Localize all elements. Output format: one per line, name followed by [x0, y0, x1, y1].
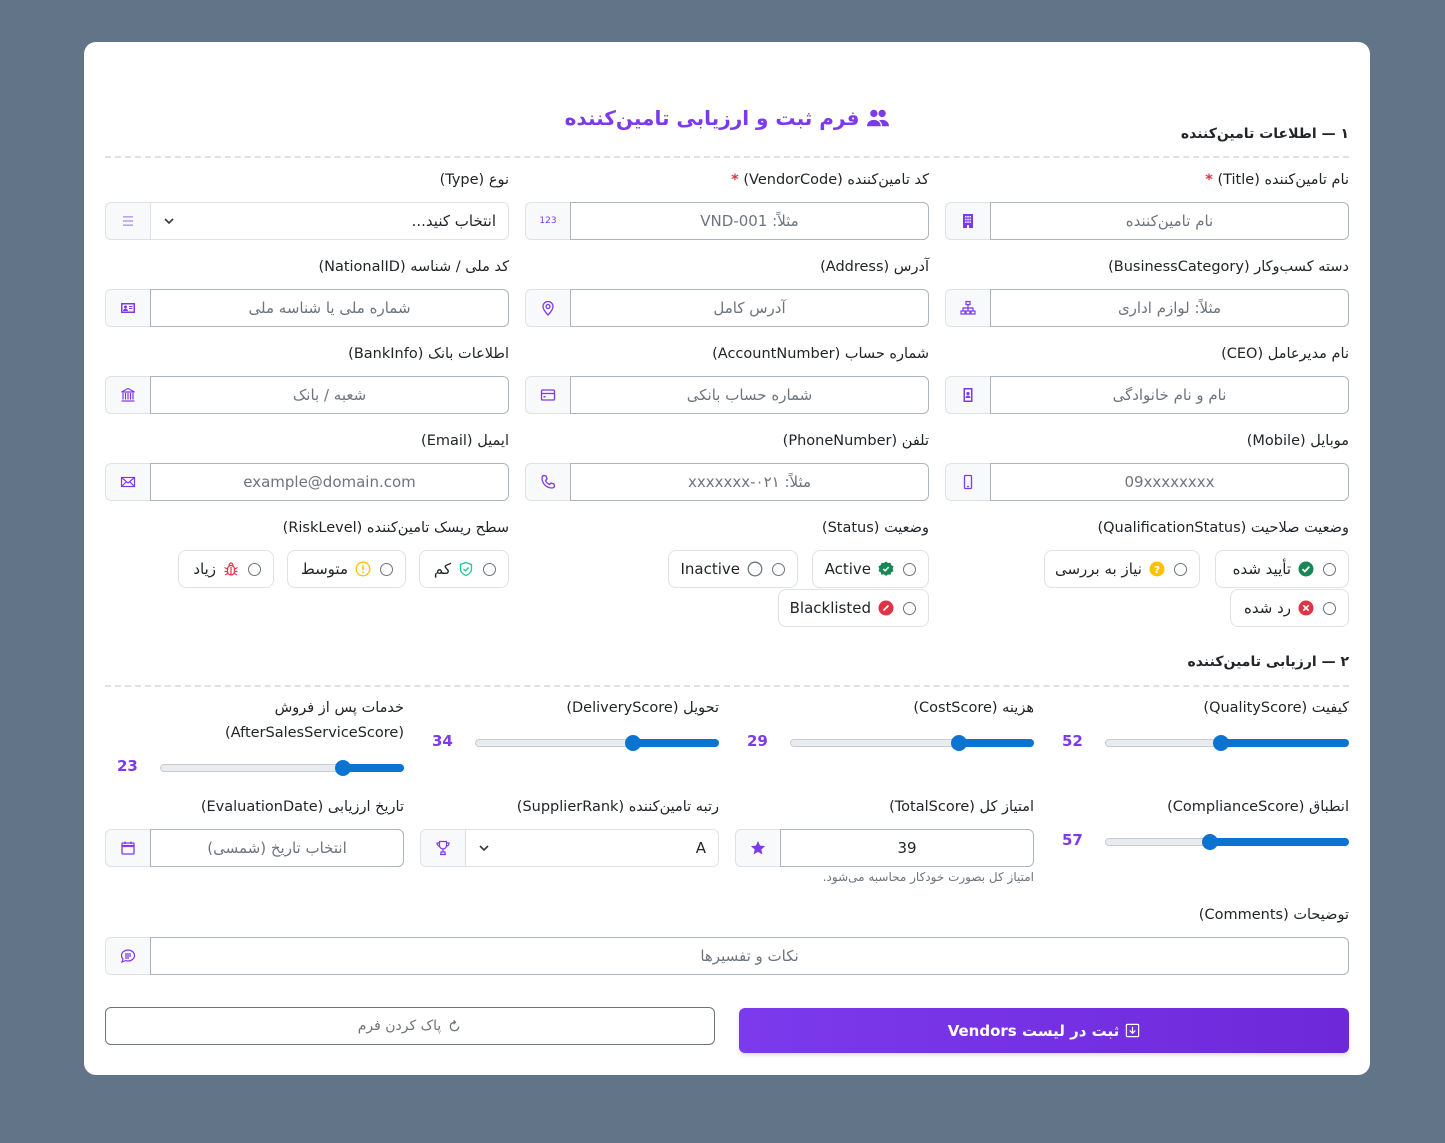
chevron-down-icon [478, 842, 490, 854]
field-qualification-status [946, 518, 1349, 538]
delivery-score-label: تحویل (DeliveryScore) [566, 700, 719, 716]
status-option-blacklisted[interactable] [778, 589, 929, 627]
type-select[interactable] [150, 202, 509, 240]
field-compliance-score [1106, 797, 1349, 817]
delivery-score-value: 34 [432, 732, 453, 750]
status-option-inactive[interactable] [668, 550, 798, 588]
quality-score-slider[interactable] [1105, 739, 1349, 747]
telephone-icon [525, 463, 570, 501]
type-label: نوع (Type) [439, 172, 509, 188]
field-status [526, 518, 929, 538]
account-number-input-group [525, 376, 929, 414]
star-icon [735, 829, 780, 867]
total-score-input-group [735, 829, 1034, 867]
qualification-option-rejected[interactable] [1230, 589, 1349, 627]
qualification-status-label: وضعیت صلاحیت (QualificationStatus) [1097, 520, 1349, 536]
field-total-score [735, 797, 1034, 817]
phone-input-group [525, 463, 929, 501]
type-input-group [105, 202, 509, 240]
envelope-icon [105, 463, 150, 501]
cost-score-label: هزینه (CostScore) [913, 700, 1034, 716]
risk-option-low[interactable] [419, 550, 509, 588]
radio-button[interactable] [483, 563, 496, 576]
vendor-code-input[interactable]: مثلاً: VND-001 [570, 202, 929, 240]
option-label: کم [433, 560, 451, 578]
evaluation-date-label: تاریخ ارزیابی (EvaluationDate) [200, 799, 404, 815]
slider-thumb[interactable] [625, 735, 641, 751]
title-input-group [945, 202, 1349, 240]
svg-text:?: ? [1154, 565, 1160, 576]
option-label: رد شده [1244, 599, 1291, 617]
quality-score-label: کیفیت (QualityScore) [1203, 700, 1349, 716]
compliance-score-slider[interactable] [1105, 838, 1349, 846]
slash-circle-icon [878, 600, 894, 616]
radio-button[interactable] [1174, 563, 1187, 576]
bank-info-input-group [105, 376, 509, 414]
mobile-input-group [945, 463, 1349, 501]
slider-thumb[interactable] [1213, 735, 1229, 751]
radio-button[interactable] [772, 563, 785, 576]
business-category-input-group [945, 289, 1349, 327]
phone-label: تلفن (PhoneNumber) [782, 433, 929, 449]
check-circle-icon [1298, 561, 1314, 577]
national-id-label: کد ملی / شناسه (NationalID) [318, 259, 509, 275]
email-input[interactable]: example@domain.com [150, 463, 509, 501]
phone-icon [945, 463, 990, 501]
section-divider [105, 156, 1349, 158]
national-id-input[interactable]: شماره ملی یا شناسه ملی [150, 289, 509, 327]
radio-button[interactable] [1323, 563, 1336, 576]
reset-button-label: پاک کردن فرم [357, 1018, 442, 1034]
shield-check-icon [458, 561, 474, 577]
business-category-input[interactable]: مثلاً: لوازم اداری [990, 289, 1349, 327]
national-id-input-group [105, 289, 509, 327]
section-1-title: ۱ — اطلاعات تامین‌کننده [1180, 126, 1349, 142]
mobile-label: موبایل (Mobile) [1246, 433, 1349, 449]
field-bank-info [106, 344, 509, 364]
submit-button-label: ثبت در لیست Vendors [947, 1021, 1120, 1040]
slider-thumb[interactable] [951, 735, 967, 751]
field-address [526, 257, 929, 277]
patch-check-icon [878, 561, 894, 577]
vendor-code-input-group [525, 202, 929, 240]
comments-input[interactable]: نکات و تفسیرها [150, 937, 1349, 975]
after-sales-label: خدمات پس از فروش [274, 700, 404, 716]
field-account-number [526, 344, 929, 364]
radio-button[interactable] [1323, 602, 1336, 615]
business-category-label: دسته کسب‌وکار (BusinessCategory) [1108, 259, 1349, 275]
quality-score-value: 52 [1062, 732, 1083, 750]
x-circle-icon [1298, 600, 1314, 616]
field-cost-score [791, 698, 1034, 718]
id-card-icon [105, 289, 150, 327]
section-divider [105, 685, 1349, 687]
building-icon [945, 202, 990, 240]
supplier-rank-label: رتبه تامین‌کننده (SupplierRank) [516, 799, 719, 815]
field-email [106, 431, 509, 451]
field-mobile [946, 431, 1349, 451]
field-supplier-rank [420, 797, 719, 817]
total-score-label: امتیاز کل (TotalScore) [889, 799, 1034, 815]
address-label: آدرس (Address) [820, 259, 929, 275]
ceo-input-group [945, 376, 1349, 414]
radio-button[interactable] [903, 602, 916, 615]
field-national-id [106, 257, 509, 277]
email-input-group [105, 463, 509, 501]
cost-score-slider[interactable] [790, 739, 1034, 747]
bank-info-label: اطلاعات بانک (BankInfo) [348, 346, 509, 362]
ceo-input[interactable]: نام و نام خانوادگی [990, 376, 1349, 414]
compliance-score-value: 57 [1062, 831, 1083, 849]
evaluation-date-input-group [105, 829, 404, 867]
address-input-group [525, 289, 929, 327]
field-phone [526, 431, 929, 451]
after-sales-score-value: 23 [117, 757, 138, 775]
question-circle-icon [1149, 561, 1165, 577]
mobile-input[interactable]: 09xxxxxxxx [990, 463, 1349, 501]
field-risk-level [106, 518, 509, 538]
title-input[interactable]: نام تامین‌کننده [990, 202, 1349, 240]
chat-icon [105, 937, 150, 975]
slider-thumb[interactable] [335, 760, 351, 776]
required-marker: * [1205, 172, 1213, 188]
required-marker: * [731, 172, 739, 188]
option-label: Active [824, 560, 871, 578]
after-sales-label-en: (AfterSalesServiceScore) [225, 725, 404, 741]
compliance-score-label: انطباق (ComplianceScore) [1167, 799, 1349, 815]
form-title [84, 106, 1370, 130]
risk-level-label: سطح ریسک تامین‌کننده (RiskLevel) [282, 520, 509, 536]
bank-icon [105, 376, 150, 414]
download-icon [1125, 1023, 1140, 1038]
total-score-help: امتیاز کل بصورت خودکار محاسبه می‌شود. [822, 870, 1034, 884]
radio-button[interactable] [903, 563, 916, 576]
field-after-sales-score [161, 698, 404, 743]
field-ceo [946, 344, 1349, 364]
ceo-label: نام مدیرعامل (CEO) [1221, 346, 1349, 362]
comments-input-group [105, 937, 1349, 975]
section-2-title: ۲ — ارزیابی تامین‌کننده [1187, 654, 1349, 670]
field-quality-score [1106, 698, 1349, 718]
exclamation-circle-icon [355, 561, 371, 577]
chevron-down-icon [163, 215, 175, 227]
status-label: وضعیت (Status) [821, 520, 929, 536]
supplier-rank-select[interactable] [465, 829, 719, 867]
reset-button[interactable] [105, 1007, 715, 1045]
refresh-icon [447, 1019, 462, 1034]
field-type [106, 170, 509, 190]
radio-button[interactable] [248, 563, 261, 576]
option-label: متوسط [300, 560, 348, 578]
supplier-rank-input-group [420, 829, 719, 867]
delivery-score-slider[interactable] [475, 739, 719, 747]
option-label: زیاد [193, 560, 216, 578]
evaluation-date-input[interactable]: انتخاب تاریخ (شمسی) [150, 829, 404, 867]
total-score-input[interactable]: 39 [780, 829, 1034, 867]
cost-score-value: 29 [747, 732, 768, 750]
credit-card-icon [525, 376, 570, 414]
address-input[interactable]: آدرس کامل [570, 289, 929, 327]
risk-option-medium[interactable] [287, 550, 406, 588]
option-label: تأیید شده [1232, 560, 1291, 578]
type-select-value: انتخاب کنید... [411, 212, 496, 230]
form-title-text: فرم ثبت و ارزیابی تامین‌کننده [564, 106, 860, 130]
qualification-option-needs-review[interactable] [1044, 550, 1200, 588]
status-option-active[interactable] [812, 550, 929, 588]
after-sales-score-slider[interactable] [160, 764, 404, 772]
vendor-code-label: کد تامین‌کننده (VendorCode) [743, 172, 929, 188]
location-pin-icon [525, 289, 570, 327]
bank-info-input[interactable]: شعبه / بانک [150, 376, 509, 414]
bug-icon [223, 561, 239, 577]
diagram-icon [945, 289, 990, 327]
submit-button[interactable] [739, 1008, 1349, 1053]
account-number-input[interactable]: شماره حساب بانکی [570, 376, 929, 414]
vendor-form-card [84, 42, 1370, 1075]
field-delivery-score [476, 698, 719, 718]
account-number-label: شماره حساب (AccountNumber) [712, 346, 929, 362]
qualification-option-approved[interactable] [1215, 550, 1349, 588]
phone-input[interactable]: مثلاً: ۰۲۱-xxxxxxx [570, 463, 929, 501]
title-label: نام تامین‌کننده (Title) [1217, 172, 1349, 188]
email-label: ایمیل (Email) [421, 433, 509, 449]
users-icon [867, 108, 889, 128]
field-evaluation-date [105, 797, 404, 817]
option-label: Inactive [680, 560, 740, 578]
field-comments [949, 905, 1349, 925]
field-vendor-code [526, 170, 929, 190]
123-icon: 123 [525, 202, 570, 240]
radio-button[interactable] [380, 563, 393, 576]
slider-thumb[interactable] [1202, 834, 1218, 850]
field-title [946, 170, 1349, 190]
supplier-rank-value: A [695, 839, 706, 857]
comments-label: توضیحات (Comments) [1198, 907, 1349, 923]
person-badge-icon [945, 376, 990, 414]
risk-option-high[interactable] [178, 550, 274, 588]
list-icon [105, 202, 150, 240]
option-label: نیاز به بررسی [1054, 560, 1142, 578]
field-business-category [946, 257, 1349, 277]
trophy-icon [420, 829, 465, 867]
calendar-icon [105, 829, 150, 867]
option-label: Blacklisted [789, 599, 871, 617]
circle-icon [747, 561, 763, 577]
